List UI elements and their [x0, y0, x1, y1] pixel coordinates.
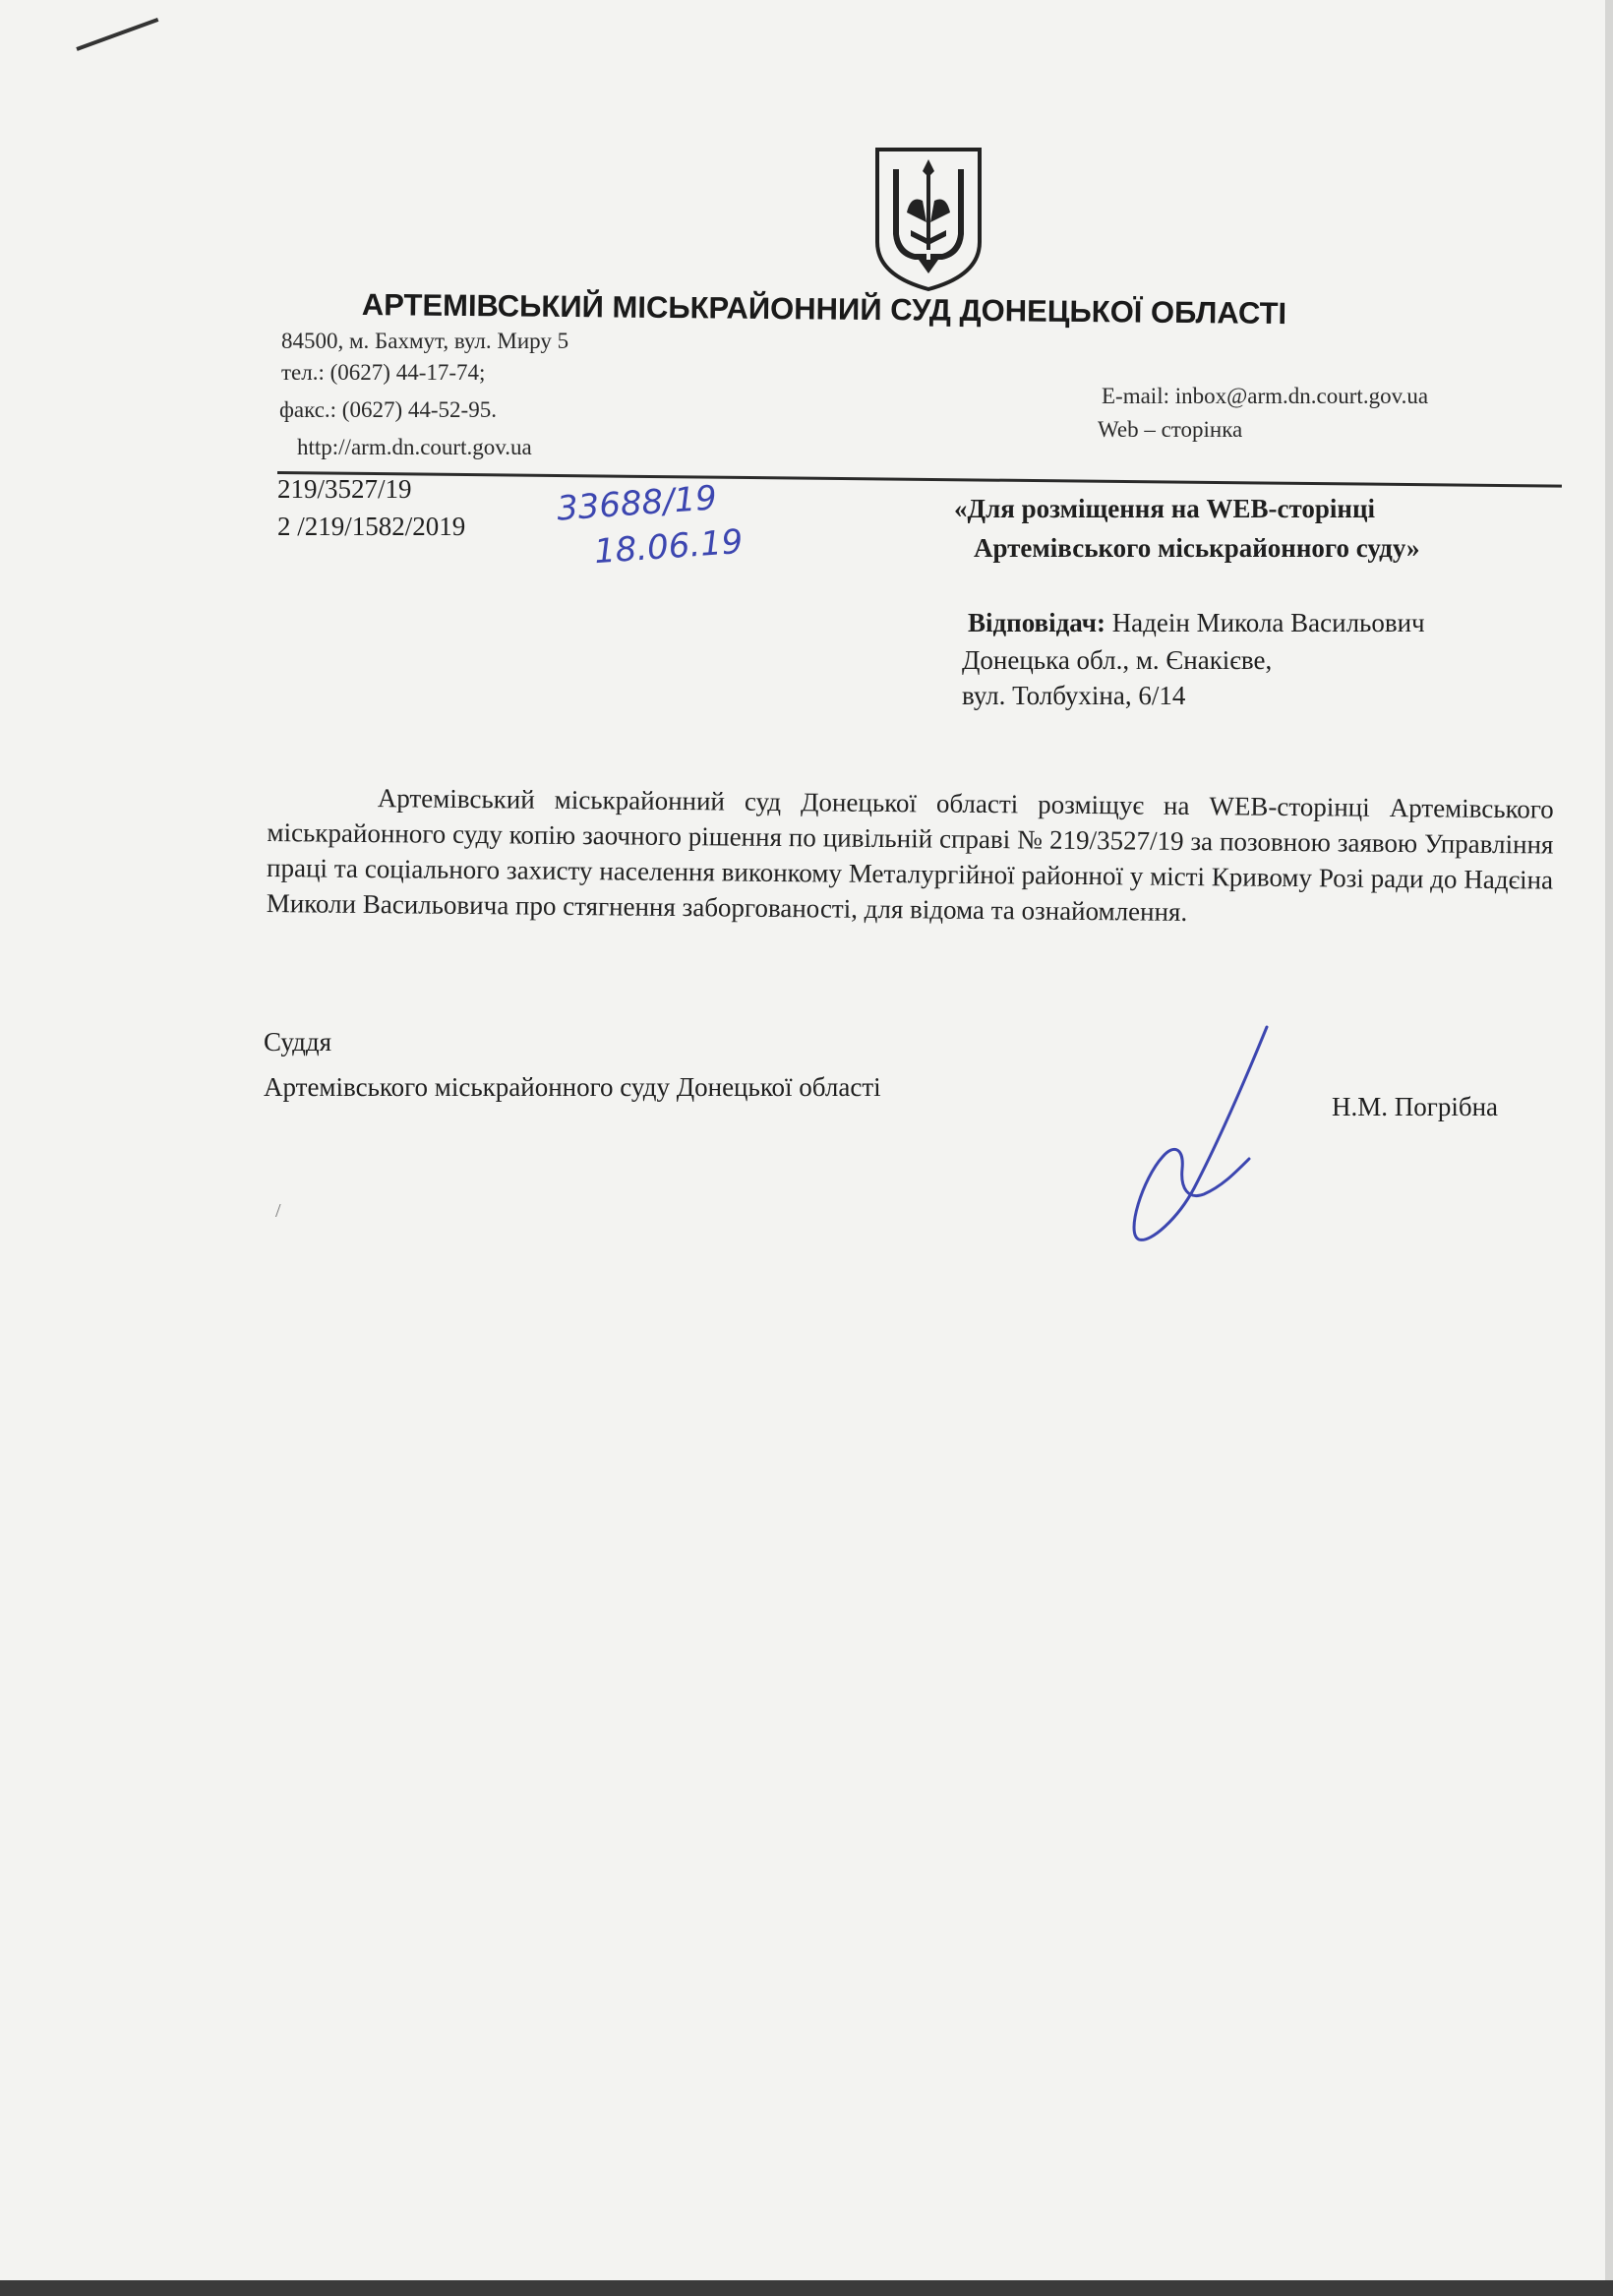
case-number: 219/3527/19 — [277, 474, 412, 504]
court-website-link[interactable]: http://arm.dn.court.gov.ua — [297, 435, 532, 459]
court-name-heading: АРТЕМІВСЬКИЙ МІСЬКРАЙОННИЙ СУД ДОНЕЦЬКОЇ ОБЛАСТІ — [361, 287, 1287, 332]
corner-pen-mark — [76, 18, 158, 51]
judge-court: Артемівського міськрайонного суду Донецької області — [264, 1072, 881, 1102]
respondent-address-line-1: Донецька обл., м. Єнакієве, — [962, 645, 1273, 675]
placement-note-line-1: «Для розміщення на WEB-сторінці — [954, 494, 1376, 523]
judge-title: Суддя — [264, 1027, 332, 1057]
respondent-label: Відповідач: — [968, 608, 1105, 637]
placement-note-line-2: Артемівського міськрайонного суду» — [974, 533, 1420, 563]
court-address: 84500, м. Бахмут, вул. Миру 5 — [281, 329, 569, 353]
stray-mark: / — [275, 1200, 281, 1222]
court-email[interactable]: E-mail: inbox@arm.dn.court.gov.ua — [1102, 384, 1429, 408]
handwritten-registration-date: 18.06.19 — [592, 521, 745, 573]
respondent-line — [968, 608, 1425, 638]
handwritten-signature-icon — [1102, 1021, 1279, 1247]
proceeding-number: 2 /219/1582/2019 — [277, 512, 466, 541]
body-paragraph: Артемівський міськрайонний суд Донецької області розміщує на WEB-сторінці Артемівського міськрайонного суду копію заочного рішення по цивільній справі № 219/3527/19 за позовною заявою Управління праці та соціального захисту населення виконкому Металургійної районної у місті Кривому Розі ради до Надєіна Миколи Васильовича про стягнення заборгованості, для відома та ознайомлення. — [266, 783, 1554, 927]
header-divider — [277, 471, 1562, 488]
scan-edge-bottom — [0, 2280, 1613, 2296]
judge-name: Н.М. Погрібна — [1332, 1092, 1499, 1121]
respondent-name: Надеін Микола Васильович — [1111, 608, 1425, 637]
handwritten-registration-number: 33688/19 — [555, 478, 719, 529]
court-phone: тел.: (0627) 44-17-74; — [281, 360, 486, 385]
court-fax: факс.: (0627) 44-52-95. — [279, 397, 497, 422]
court-web-page-label: Web – сторінка — [1098, 417, 1243, 442]
trident-coat-of-arms-icon — [871, 144, 986, 293]
scan-edge-right — [1605, 0, 1613, 2296]
respondent-address-line-2: вул. Толбухіна, 6/14 — [962, 681, 1186, 710]
